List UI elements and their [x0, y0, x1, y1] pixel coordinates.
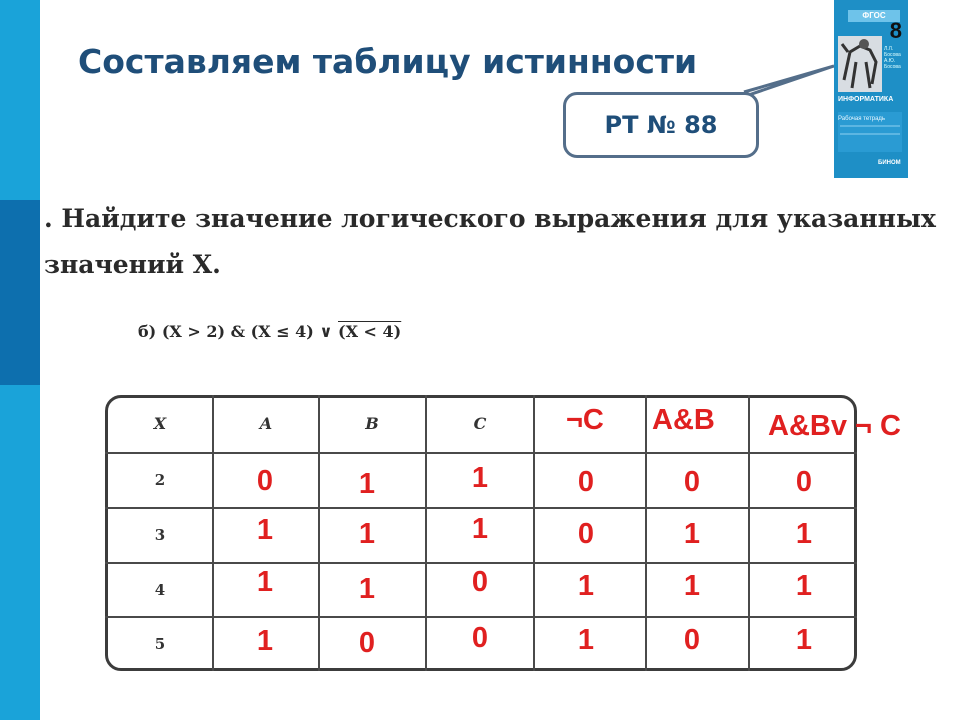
c-value: 0 — [471, 566, 489, 598]
workbook-reference-callout: РТ № 88 — [563, 92, 759, 158]
x-value: 2 — [154, 471, 166, 489]
task-line-2: значений X. — [44, 250, 221, 279]
a-and-b-value: 1 — [683, 518, 701, 550]
table-column-divider — [748, 395, 750, 671]
not-c-value: 1 — [577, 624, 595, 656]
task-line-1: . Найдите значение логического выражения для указанных — [44, 204, 936, 233]
header-not-c: ¬C — [566, 404, 604, 436]
b-value: 1 — [358, 518, 376, 550]
a-value: 0 — [256, 465, 274, 497]
robot-illustration — [834, 0, 908, 178]
table-divider — [105, 562, 857, 564]
table-divider — [105, 452, 857, 454]
not-c-value: 0 — [577, 466, 595, 498]
a-and-b-value: 0 — [683, 624, 701, 656]
result-value: 1 — [795, 624, 813, 656]
c-value: 1 — [471, 462, 489, 494]
grade-number: 8 — [889, 18, 902, 43]
header-a: A — [259, 414, 273, 433]
slide-title: Составляем таблицу истинности — [78, 42, 698, 81]
a-value: 1 — [256, 514, 274, 546]
result-value: 1 — [795, 570, 813, 602]
header-a-and-b: A&B — [652, 404, 715, 436]
table-column-divider — [533, 395, 535, 671]
table-column-divider — [318, 395, 320, 671]
table-column-divider — [645, 395, 647, 671]
table-column-divider — [212, 395, 214, 671]
header-b: B — [365, 414, 379, 433]
result-value: 1 — [795, 518, 813, 550]
book-kind: Рабочая тетрадь — [838, 116, 886, 122]
fgos-label: ФГОС — [848, 10, 900, 22]
book-subject: ИНФОРМАТИКА — [838, 96, 894, 103]
table-column-divider — [425, 395, 427, 671]
a-value: 1 — [256, 625, 274, 657]
table-divider — [105, 507, 857, 509]
x-value: 5 — [154, 635, 166, 653]
a-value: 1 — [256, 566, 274, 598]
task-statement — [44, 196, 944, 288]
not-c-value: 1 — [577, 570, 595, 602]
formula-negated-term: (X < 4) — [338, 322, 402, 341]
formula-main: б) (X > 2) & (X ≤ 4) ∨ — [138, 322, 338, 341]
a-and-b-value: 0 — [683, 466, 701, 498]
c-value: 0 — [471, 622, 489, 654]
a-and-b-value: 1 — [683, 570, 701, 602]
b-value: 0 — [358, 627, 376, 659]
header-x: X — [153, 414, 167, 433]
workbook-cover-image — [834, 0, 908, 178]
c-value: 1 — [471, 513, 489, 545]
b-value: 1 — [358, 573, 376, 605]
result-value: 0 — [795, 466, 813, 498]
x-value: 3 — [154, 526, 166, 544]
book-publisher: БИНОМ — [878, 160, 901, 166]
table-divider — [105, 616, 857, 618]
book-authors: Л.Л. Босова А.Ю. Босова — [884, 46, 901, 70]
x-value: 4 — [154, 581, 166, 599]
header-result: A&Bv ¬ C — [768, 410, 901, 442]
b-value: 1 — [358, 468, 376, 500]
not-c-value: 0 — [577, 518, 595, 550]
logic-formula — [138, 322, 401, 341]
header-c: C — [473, 414, 487, 433]
